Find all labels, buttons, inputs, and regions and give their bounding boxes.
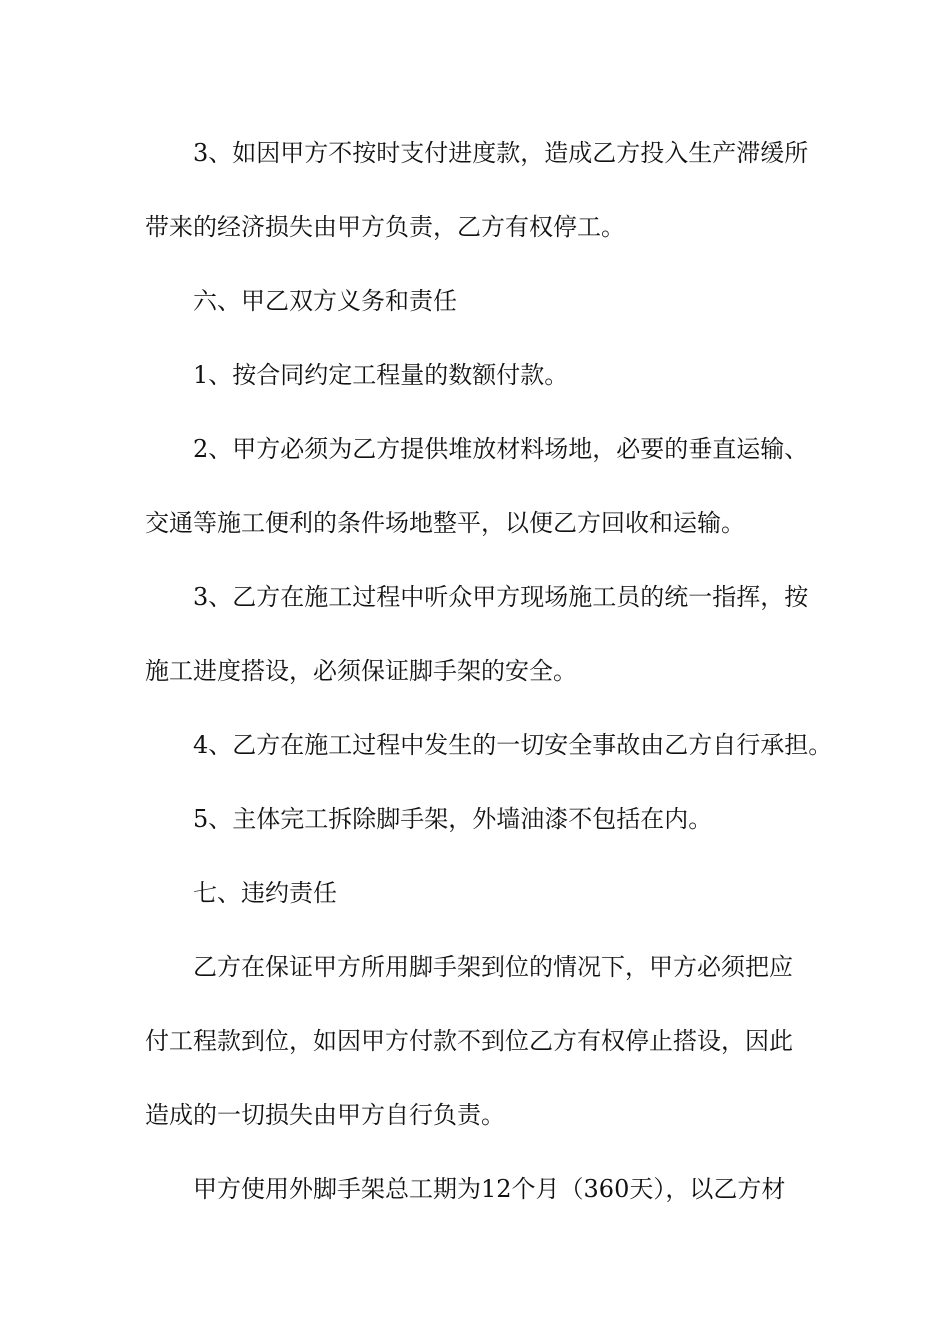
paragraph-line: 3、乙方在施工过程中听众甲方现场施工员的统一指挥，按 (193, 583, 809, 611)
paragraph-line: 施工进度搭设，必须保证脚手架的安全。 (145, 657, 577, 685)
section-heading: 七、违约责任 (193, 879, 337, 907)
paragraph-line: 交通等施工便利的条件场地整平，以便乙方回收和运输。 (145, 509, 745, 537)
paragraph-line: 造成的一切损失由甲方自行负责。 (145, 1101, 505, 1129)
paragraph-line: 2、甲方必须为乙方提供堆放材料场地，必要的垂直运输、 (193, 435, 809, 463)
paragraph-line: 付工程款到位，如因甲方付款不到位乙方有权停止搭设，因此 (145, 1027, 793, 1055)
paragraph-line: 甲方使用外脚手架总工期为12个月（360天），以乙方材 (193, 1175, 786, 1203)
section-heading: 六、甲乙双方义务和责任 (193, 287, 457, 315)
paragraph-line: 1、按合同约定工程量的数额付款。 (193, 361, 569, 389)
paragraph-line: 4、乙方在施工过程中发生的一切安全事故由乙方自行承担。 (193, 731, 833, 759)
paragraph-line: 乙方在保证甲方所用脚手架到位的情况下，甲方必须把应 (193, 953, 793, 981)
paragraph-line: 带来的经济损失由甲方负责，乙方有权停工。 (145, 213, 625, 241)
paragraph-line: 3、如因甲方不按时支付进度款，造成乙方投入生产滞缓所 (193, 139, 809, 167)
paragraph-line: 5、主体完工拆除脚手架，外墙油漆不包括在内。 (193, 805, 713, 833)
